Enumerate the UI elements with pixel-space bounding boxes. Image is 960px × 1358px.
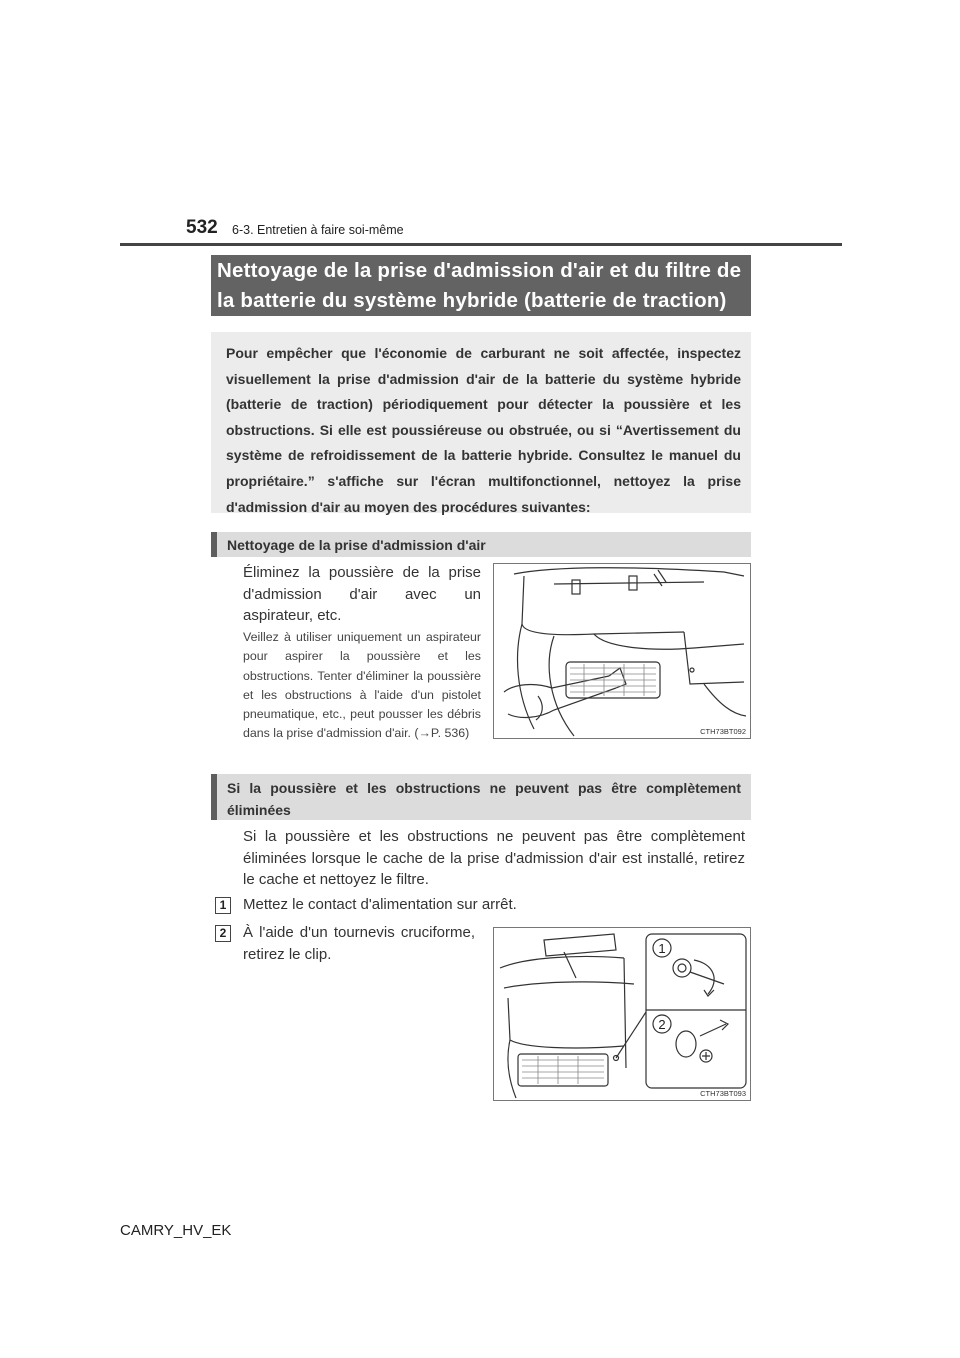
figure-remove-clip bbox=[493, 927, 751, 1101]
vacuum-illustration bbox=[494, 564, 750, 738]
step-2-text: À l'aide d'un tournevis cruciforme, retirez le clip. bbox=[243, 924, 475, 963]
remove-cover-paragraph: Si la poussière et les obstructions ne peuvent pas être complètement éliminées lorsque le cache de la prise d'admission d'air est installé, retirez le cache et nettoyez le filtre. bbox=[243, 828, 745, 888]
vacuum-instruction: Éliminez la poussière de la prise d'admission d'air avec un aspirateur, etc. bbox=[243, 564, 481, 624]
section-title: 6-3. Entretien à faire soi-même bbox=[232, 223, 404, 237]
figure-code: CTH73BT092 bbox=[700, 727, 746, 736]
clip-removal-illustration bbox=[494, 928, 750, 1100]
subheading-air-intake: Nettoyage de la prise d'admission d'air bbox=[211, 532, 751, 557]
footer-code: CAMRY_HV_EK bbox=[120, 1222, 232, 1239]
page-title: Nettoyage de la prise d'admission d'air et du filtre de la batterie du système hybride (batterie de traction) bbox=[211, 255, 751, 316]
figure-vacuum-intake bbox=[493, 563, 751, 739]
subheading-remove-cover: Si la poussière et les obstructions ne peuvent pas être complètement éliminées bbox=[211, 774, 751, 820]
callout-2: 2 bbox=[658, 1017, 666, 1032]
page-number: 532 bbox=[186, 217, 218, 238]
step-number-1: 1 bbox=[215, 897, 231, 914]
header-rule bbox=[120, 243, 842, 246]
vacuum-note: Veillez à utiliser uniquement un aspirateur pour aspirer la poussière et les obstructions. Tenter d'éliminer la poussière et les obstructions à l'aide d'un pistolet pneumatique, etc., peut pousser les débris dans la prise d'admission d'air. (→P. 536) bbox=[243, 630, 481, 741]
step-1-text: Mettez le contact d'alimentation sur arrêt. bbox=[243, 896, 517, 913]
step-number-2: 2 bbox=[215, 925, 231, 942]
intro-paragraph: Pour empêcher que l'économie de carburant ne soit affectée, inspectez visuellement la prise d'admission d'air de la batterie du système hybride (batterie de traction) périodiquement pour détecter la poussière et les obstructions. Si elle est poussiéreuse ou obstruée, ou si “Avertissement du système de refroidissement de la batterie hybride. Consultez le manuel du propriétaire.” s'affiche sur l'écran multifonctionnel, nettoyez la prise d'admission d'air au moyen des procédures suivantes: bbox=[211, 332, 751, 513]
callout-1: 1 bbox=[658, 941, 666, 956]
figure-code: CTH73BT093 bbox=[700, 1089, 746, 1098]
